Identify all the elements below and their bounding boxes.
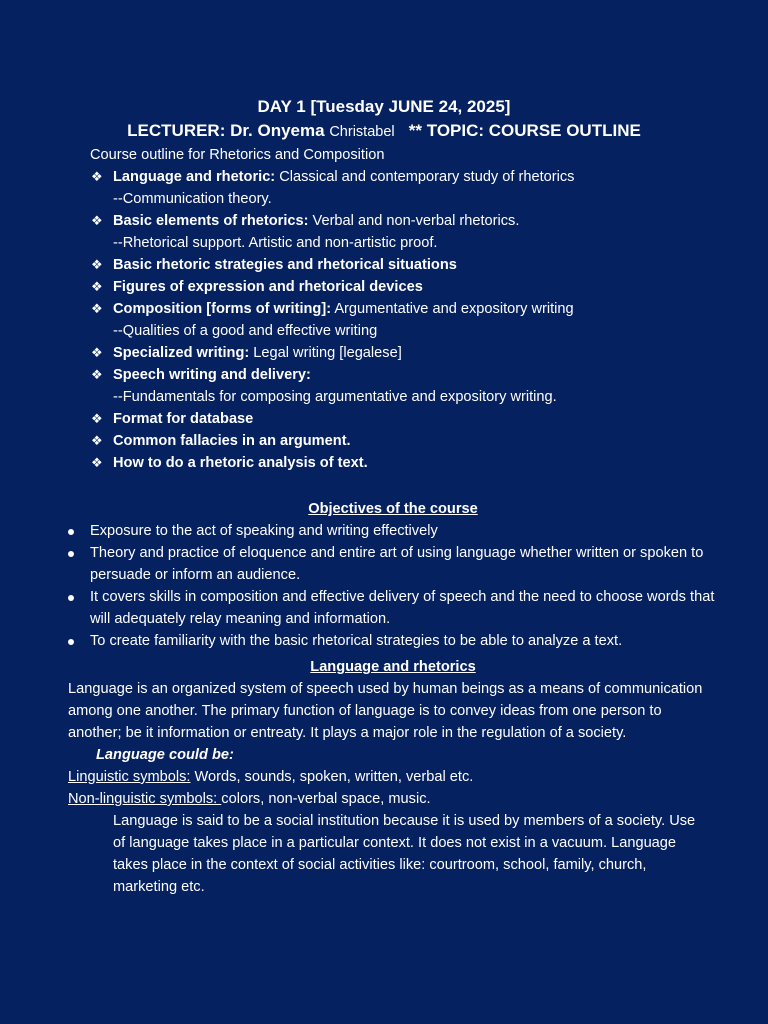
objectives-section — [68, 498, 718, 652]
outline-item-text: Legal writing [legalese] — [249, 345, 402, 361]
outline-item-subline: --Rhetorical support. Artistic and non-artistic proof. — [113, 235, 438, 251]
linguistic-symbols-label: Linguistic symbols: — [68, 769, 191, 785]
objectives-list — [68, 520, 718, 652]
outline-item-text: Argumentative and expository writing — [331, 301, 574, 317]
diamond-bullet-icon: ❖ — [91, 169, 103, 184]
outline-item — [90, 298, 730, 342]
topic-title: ** TOPIC: COURSE OUTLINE — [408, 121, 641, 140]
outline-item — [90, 166, 730, 210]
diamond-bullet-icon: ❖ — [91, 301, 103, 316]
lecturer-topic-line — [0, 119, 768, 144]
outline-item — [90, 430, 730, 452]
linguistic-symbols-line — [68, 766, 718, 788]
diamond-bullet-icon: ❖ — [91, 455, 103, 470]
linguistic-symbols-text: Words, sounds, spoken, written, verbal etc. — [190, 769, 474, 785]
bullet-dot-icon — [68, 639, 74, 645]
lecturer-prefix: LECTURER: Dr. Onyema — [127, 121, 325, 140]
objective-text: Theory and practice of eloquence and entire art of using language whether written or spoken to persuade or inform an audience. — [90, 545, 704, 583]
non-linguistic-symbols-label: Non-linguistic symbols: — [68, 791, 222, 807]
outline-item-heading: Speech writing and delivery: — [113, 367, 311, 383]
lecturer-suffix: Christabel — [329, 124, 395, 140]
outline-item-heading: Basic rhetoric strategies and rhetorical situations — [113, 257, 457, 273]
diamond-bullet-icon: ❖ — [91, 279, 103, 294]
outline-item-text: Verbal and non-verbal rhetorics. — [308, 213, 520, 229]
outline-item — [90, 254, 730, 276]
language-heading: Language and rhetorics — [310, 659, 476, 675]
outline-item — [90, 276, 730, 298]
outline-item — [90, 342, 730, 364]
outline-item-subline: --Qualities of a good and effective writing — [113, 323, 378, 339]
objectives-heading: Objectives of the course — [308, 501, 478, 517]
outline-item-heading: Common fallacies in an argument. — [113, 433, 351, 449]
outline-intro: Course outline for Rhetorics and Composition — [90, 147, 385, 163]
diamond-bullet-icon: ❖ — [91, 411, 103, 426]
diamond-bullet-icon: ❖ — [91, 367, 103, 382]
day-title: DAY 1 [Tuesday JUNE 24, 2025] — [257, 97, 511, 116]
bullet-dot-icon — [68, 595, 74, 601]
bullet-dot-icon — [68, 551, 74, 557]
objective-text: It covers skills in composition and effective delivery of speech and the need to choose words that will adequately relay meaning and information. — [90, 589, 715, 627]
outline-item-heading: How to do a rhetoric analysis of text. — [113, 455, 368, 471]
diamond-bullet-icon: ❖ — [91, 213, 103, 228]
objective-item — [68, 520, 718, 542]
outline-item-heading: Basic elements of rhetorics: — [113, 213, 309, 229]
outline-list — [90, 166, 730, 474]
outline-item — [90, 408, 730, 430]
objective-item — [68, 630, 718, 652]
bullet-dot-icon — [68, 529, 74, 535]
outline-item — [90, 210, 730, 254]
diamond-bullet-icon: ❖ — [91, 257, 103, 272]
objective-item — [68, 542, 718, 586]
diamond-bullet-icon: ❖ — [91, 433, 103, 448]
outline-item — [90, 364, 730, 408]
language-could-be: Language could be: — [96, 747, 234, 763]
course-outline — [90, 144, 730, 474]
social-institution-paragraph: Language is said to be a social institution because it is used by members of a society. Use of language takes place in a particular context. It does not exist in a vacuum. Language takes place in the context of social activities like: courtroom, school, family, church, marketing etc. — [113, 813, 696, 895]
outline-item-subline: --Fundamentals for composing argumentative and expository writing. — [113, 389, 557, 405]
outline-item — [90, 452, 730, 474]
objective-item — [68, 586, 718, 630]
outline-item-text: Classical and contemporary study of rhetorics — [275, 169, 575, 185]
objective-text: Exposure to the act of speaking and writing effectively — [90, 523, 438, 539]
outline-item-subline: --Communication theory. — [113, 191, 272, 207]
non-linguistic-symbols-line — [68, 788, 718, 810]
outline-item-heading: Composition [forms of writing]: — [113, 301, 332, 317]
outline-item-heading: Specialized writing: — [113, 345, 250, 361]
outline-item-heading: Figures of expression and rhetorical devices — [113, 279, 423, 295]
language-section — [68, 656, 718, 898]
non-linguistic-symbols-text: colors, non-verbal space, music. — [221, 791, 431, 807]
outline-item-heading: Format for database — [113, 411, 254, 427]
language-definition: Language is an organized system of speech used by human beings as a means of communication among one another. The primary function of language is to convey ideas from one person to another; be it information or entreaty. It plays a major role in the regulation of a society. — [68, 681, 703, 741]
outline-item-heading: Language and rhetoric: — [113, 169, 276, 185]
objective-text: To create familiarity with the basic rhetorical strategies to be able to analyze a text. — [90, 633, 623, 649]
title-block — [0, 95, 768, 144]
diamond-bullet-icon: ❖ — [91, 345, 103, 360]
